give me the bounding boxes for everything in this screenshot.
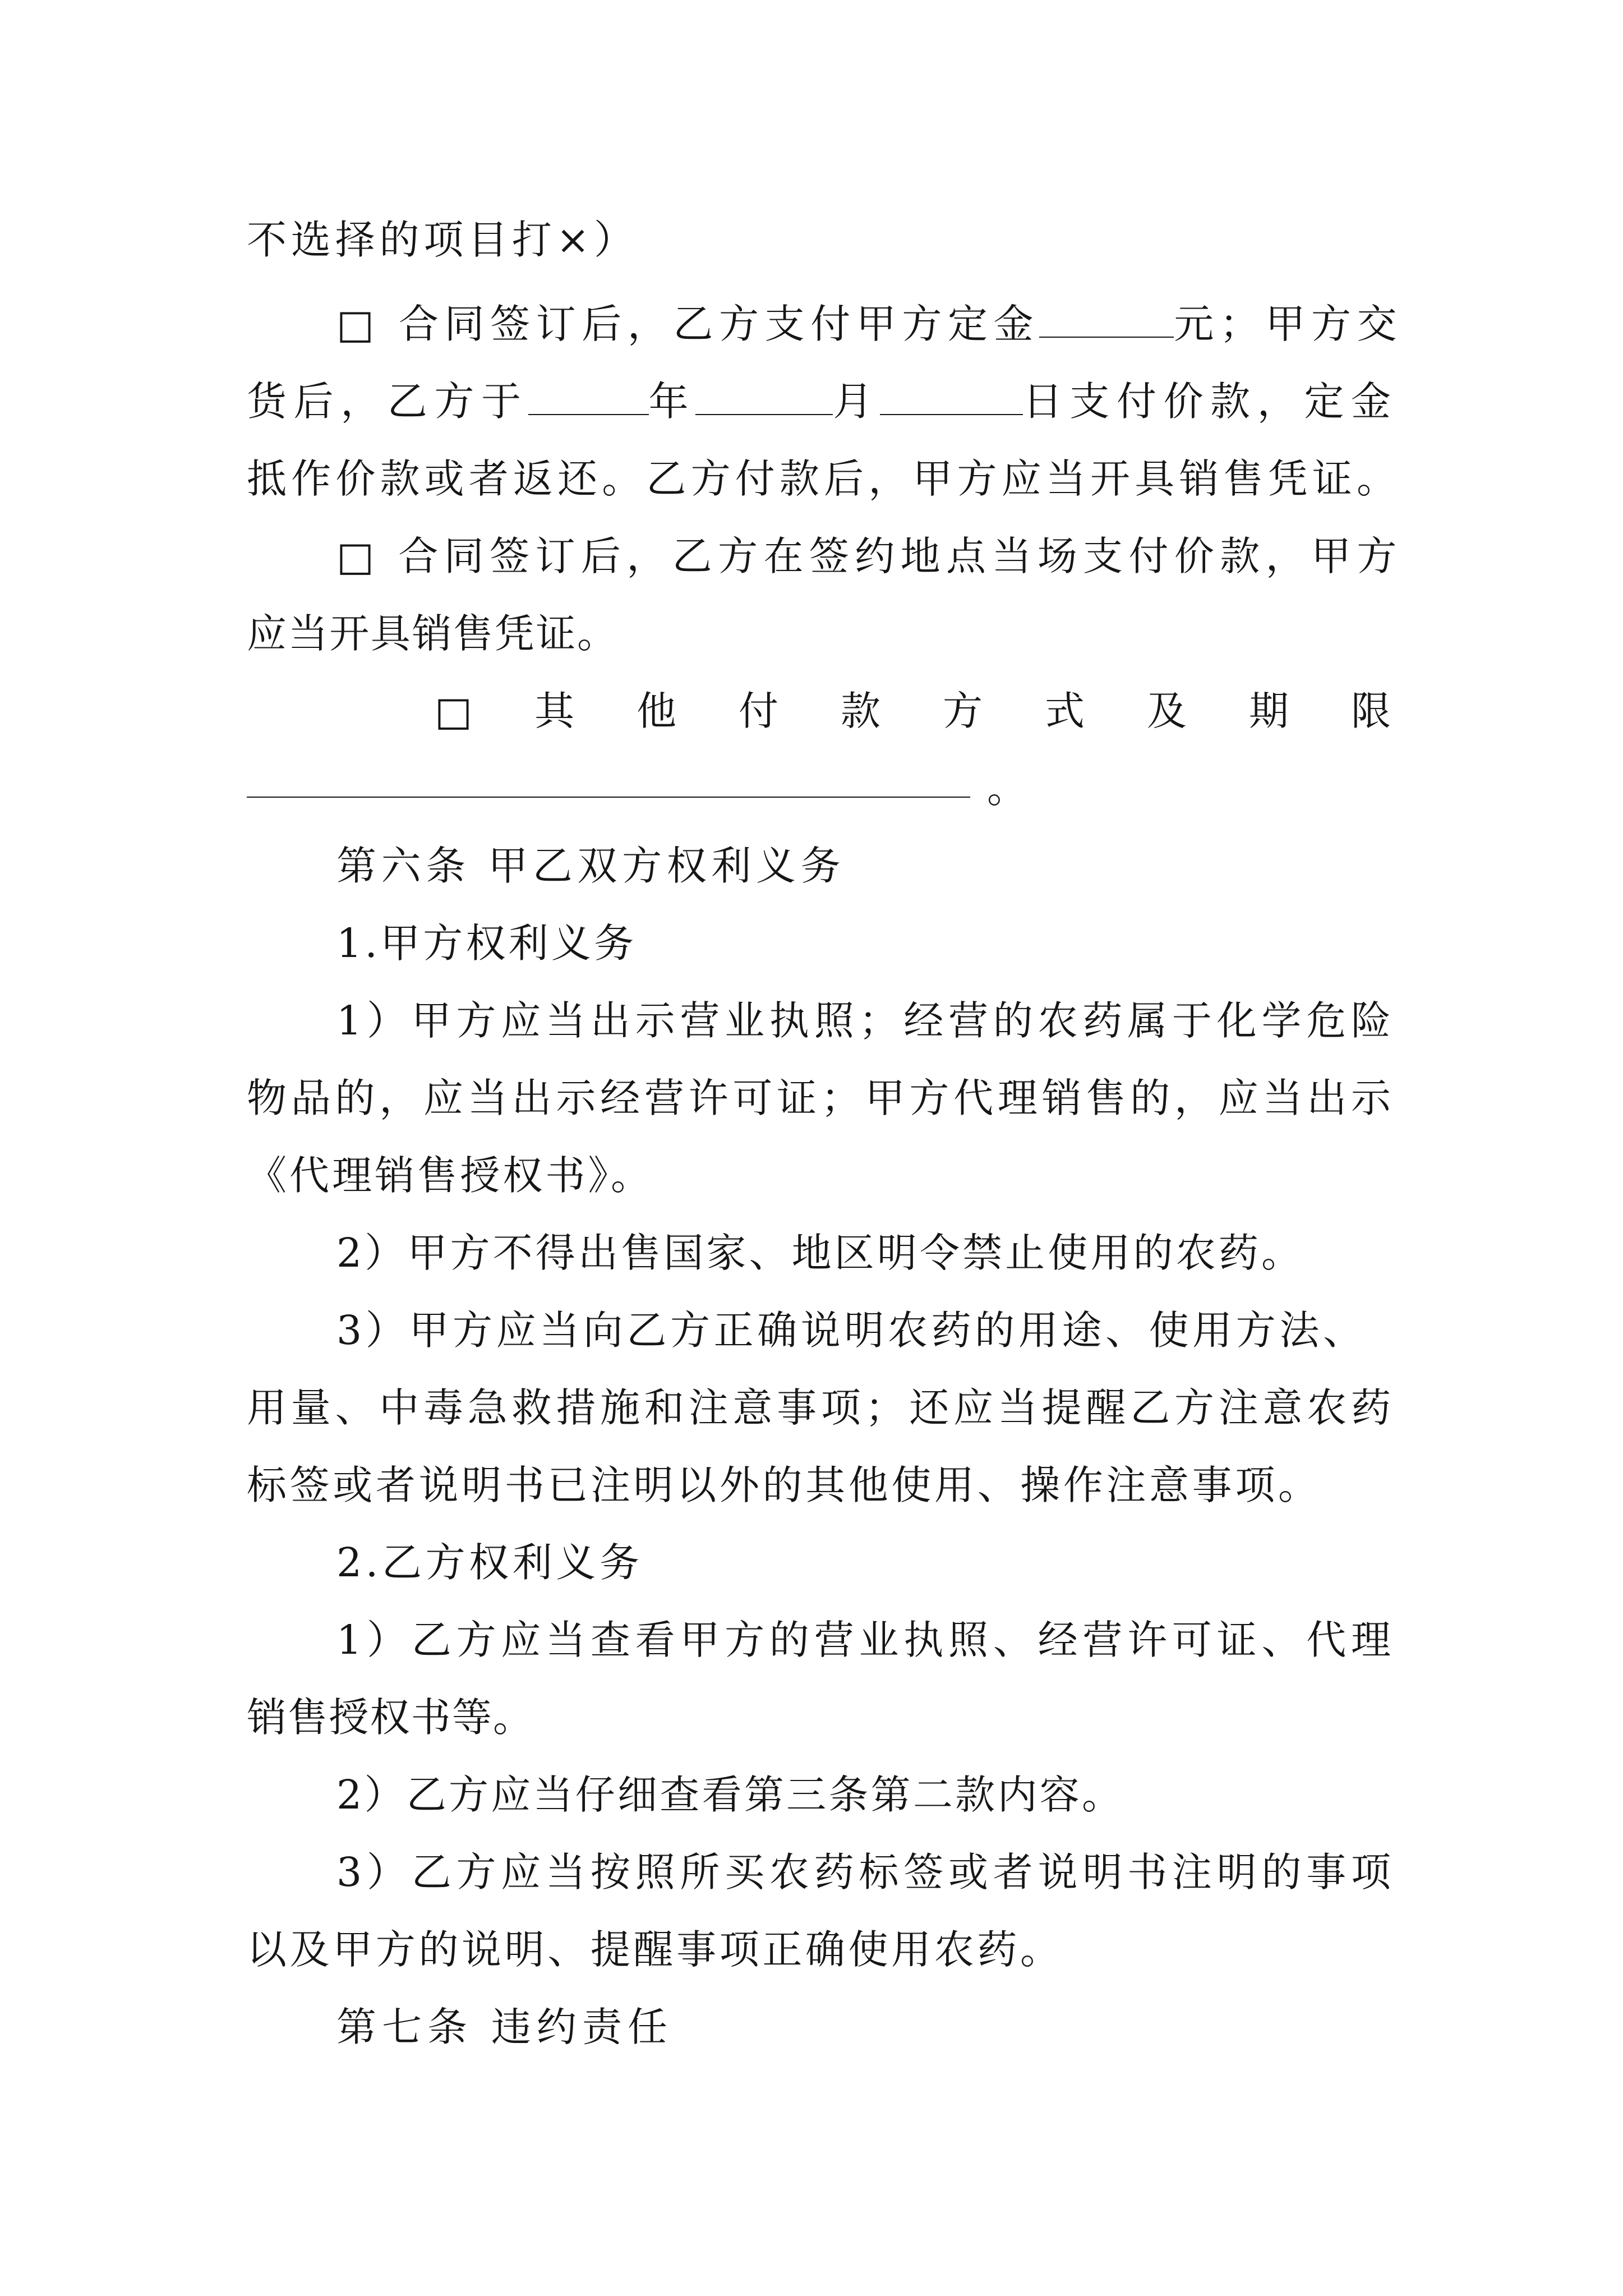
- text-line: 以及甲方的说明、提醒事项正确使用农药。: [247, 1926, 1063, 1973]
- spaced-char: 式: [1044, 688, 1085, 734]
- text-line: 3）乙方应当按照所买农药标签或者说明书注明的事项: [336, 1849, 1396, 1895]
- text-line: 2）甲方不得出售国家、地区明令禁止使用的农药。: [336, 1230, 1304, 1276]
- text-line: □ 合同签订后，乙方在签约地点当场支付价款，甲方: [336, 533, 1403, 579]
- text-line: 3）甲方应当向乙方正确说明农药的用途、使用方法、: [336, 1307, 1367, 1354]
- text-line: 应当开具销售凭证。: [247, 610, 619, 657]
- text-line: 物品的，应当出示经营许可证；甲方代理销售的，应当出示: [247, 1075, 1395, 1121]
- text-segment: 月: [833, 378, 880, 425]
- spaced-char: 方: [943, 688, 983, 734]
- spaced-char: 款: [841, 688, 881, 734]
- spaced-char: 付: [739, 688, 779, 734]
- day-blank: [880, 378, 1023, 415]
- text-line: 标签或者说明书已注明以外的其他使用、操作注意事项。: [247, 1462, 1321, 1508]
- text-line: 不选择的项目打×）: [247, 217, 638, 263]
- text-segment: 元；甲方交: [1174, 301, 1403, 347]
- text-line: 销售授权书等。: [247, 1694, 534, 1741]
- spaced-char: 及: [1146, 688, 1187, 734]
- text-line: 2）乙方应当仔细查看第三条第二款内容。: [336, 1772, 1124, 1818]
- text-line: 。: [987, 765, 1027, 812]
- spaced-char: 限: [1350, 688, 1391, 734]
- checkbox-glyph: □: [435, 688, 473, 734]
- text-line: 抵作价款或者返还。乙方付款后，甲方应当开具销售凭证。: [247, 455, 1401, 502]
- deposit-clause-line: [336, 296, 1403, 352]
- text-segment: 年: [648, 378, 696, 425]
- text-segment: 货后，乙方于: [247, 378, 528, 425]
- text-line: 用量、中毒急救措施和注意事项；还应当提醒乙方注意农药: [247, 1384, 1395, 1431]
- text-line: 1）甲方应当出示营业执照；经营的农药属于化学危险: [336, 997, 1396, 1044]
- text-line: 1）乙方应当查看甲方的营业执照、经营许可证、代理: [336, 1617, 1396, 1663]
- deposit-amount-blank: [1039, 301, 1174, 338]
- other-payment-blank: [247, 797, 970, 798]
- payment-date-line: [247, 374, 1398, 430]
- article-heading: 第六条 甲乙双方权利义务: [336, 843, 846, 889]
- month-blank: [695, 378, 833, 415]
- spaced-char: 他: [637, 688, 677, 734]
- article-heading: 第七条 违约责任: [336, 2004, 674, 2050]
- spaced-char: 期: [1248, 688, 1289, 734]
- spaced-char: 其: [534, 688, 575, 734]
- section-heading: 2.乙方权利义务: [336, 1539, 643, 1586]
- section-heading: 1.甲方权利义务: [336, 920, 637, 967]
- other-payment-line: [435, 683, 1391, 739]
- year-blank: [528, 378, 649, 415]
- text-segment: □ 合同签订后，乙方支付甲方定金: [336, 301, 1040, 347]
- text-segment: 日支付价款，定金: [1022, 378, 1398, 425]
- text-line: 《代理销售授权书》。: [247, 1152, 654, 1199]
